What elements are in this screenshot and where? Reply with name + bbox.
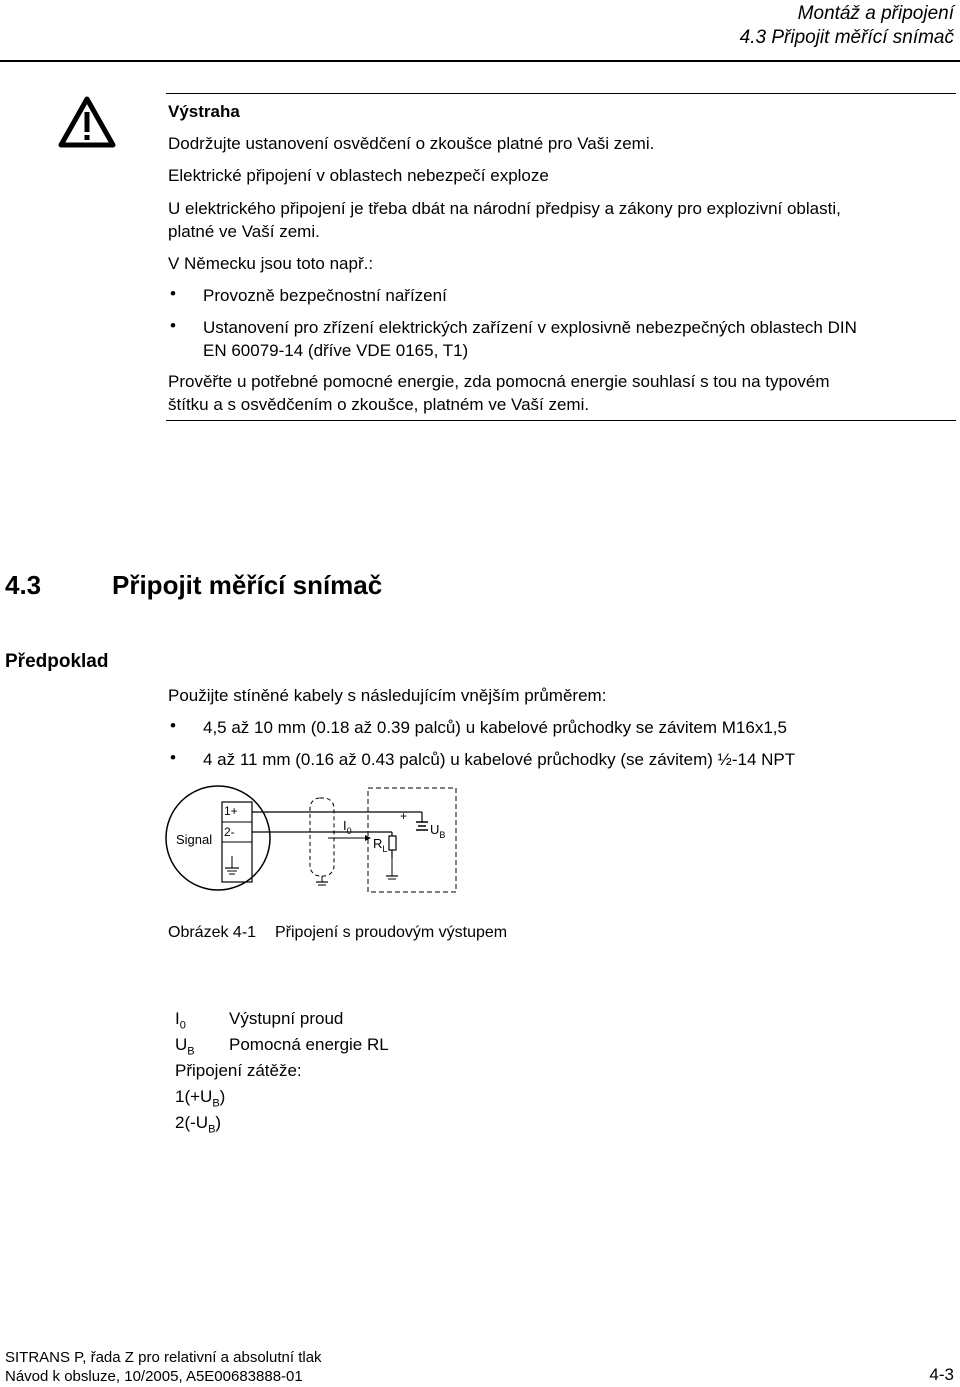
- ub-label: $U_B$: [430, 822, 446, 840]
- legend-i0: $I_0$ Výstupní proud: [175, 1009, 344, 1032]
- warning-line-4: V Německu jsou toto např.:: [168, 254, 374, 273]
- warning-top-rule: [166, 93, 956, 94]
- header-divider: [0, 60, 960, 62]
- bullet-dot: •: [170, 284, 176, 303]
- wiring-diagram: [160, 780, 470, 900]
- footer-manual: Návod k obsluze, 10/2005, A5E00683888-01: [5, 1368, 303, 1385]
- terminal-1-label: 1+: [224, 804, 238, 818]
- figure-caption-text: Připojení s proudovým výstupem: [275, 924, 508, 941]
- figure-caption: [168, 924, 507, 942]
- cable-bullet-1: 4,5 až 10 mm (0.18 až 0.39 palců) u kabelové průchodky se závitem M16x1,5: [203, 718, 787, 737]
- section-title: Připojit měřící snímač: [112, 570, 383, 600]
- current-label: $I_0$: [343, 818, 352, 836]
- warning-bottom-rule: [166, 420, 956, 421]
- figure-number: Obrázek 4-1: [168, 924, 257, 941]
- legend-load-2: $2(-U_B)$: [175, 1113, 222, 1136]
- section-heading: [5, 570, 382, 601]
- header-title: Montáž a připojení: [797, 3, 954, 24]
- warning-title: Výstraha: [168, 102, 240, 121]
- warning-bullet-2a: Ustanovení pro zřízení elektrických zařízení v explosivně nebezpečných oblastech DIN: [203, 318, 857, 337]
- warning-line-5a: Prověřte u potřebné pomocné energie, zda pomocná energie souhlasí s tou na typovém: [168, 372, 830, 391]
- signal-label: Signal: [176, 832, 213, 847]
- rl-label: $R_L$: [373, 836, 388, 854]
- bullet-dot: •: [170, 748, 176, 767]
- warning-line-2: Elektrické připojení v oblastech nebezpečí exploze: [168, 166, 549, 185]
- legend-ub: $U_B$ Pomocná energie RL: [175, 1035, 389, 1058]
- bullet-dot: •: [170, 716, 176, 735]
- warning-bullet-2b: EN 60079-14 (dříve VDE 0165, T1): [203, 341, 469, 360]
- footer-product: SITRANS P, řada Z pro relativní a absolutní tlak: [5, 1349, 322, 1366]
- intro-text: Použijte stíněné kabely s následujícím vnějším průměrem:: [168, 686, 607, 705]
- header-subtitle: 4.3 Připojit měřící snímač: [739, 27, 954, 48]
- warning-line-5b: štítku a s osvědčením o zkoušce, platném ve Vaší zemi.: [168, 395, 590, 414]
- warning-triangle-icon: [58, 96, 116, 148]
- warning-bullet-1: Provozně bezpečnostní nařízení: [203, 286, 447, 305]
- plus-label: +: [400, 809, 408, 823]
- cable-bullet-2: 4 až 11 mm (0.16 až 0.43 palců) u kabelové průchodky (se závitem) ½-14 NPT: [203, 750, 796, 769]
- warning-line-1: Dodržujte ustanovení osvědčení o zkoušce platné pro Vaši zemi.: [168, 134, 655, 153]
- legend-load-title: Připojení zátěže:: [175, 1061, 302, 1080]
- bullet-dot: •: [170, 316, 176, 335]
- terminal-2-label: 2-: [224, 825, 235, 839]
- warning-line-3b: platné ve Vaší zemi.: [168, 222, 320, 241]
- legend-load-1: $1(+U_B)$: [175, 1087, 226, 1110]
- warning-line-3a: U elektrického připojení je třeba dbát na národní předpisy a zákony pro explozivní oblasti,: [168, 199, 841, 218]
- side-heading: Předpoklad: [5, 651, 109, 672]
- page-number: 4-3: [929, 1365, 954, 1384]
- section-number: 4.3: [5, 570, 42, 600]
